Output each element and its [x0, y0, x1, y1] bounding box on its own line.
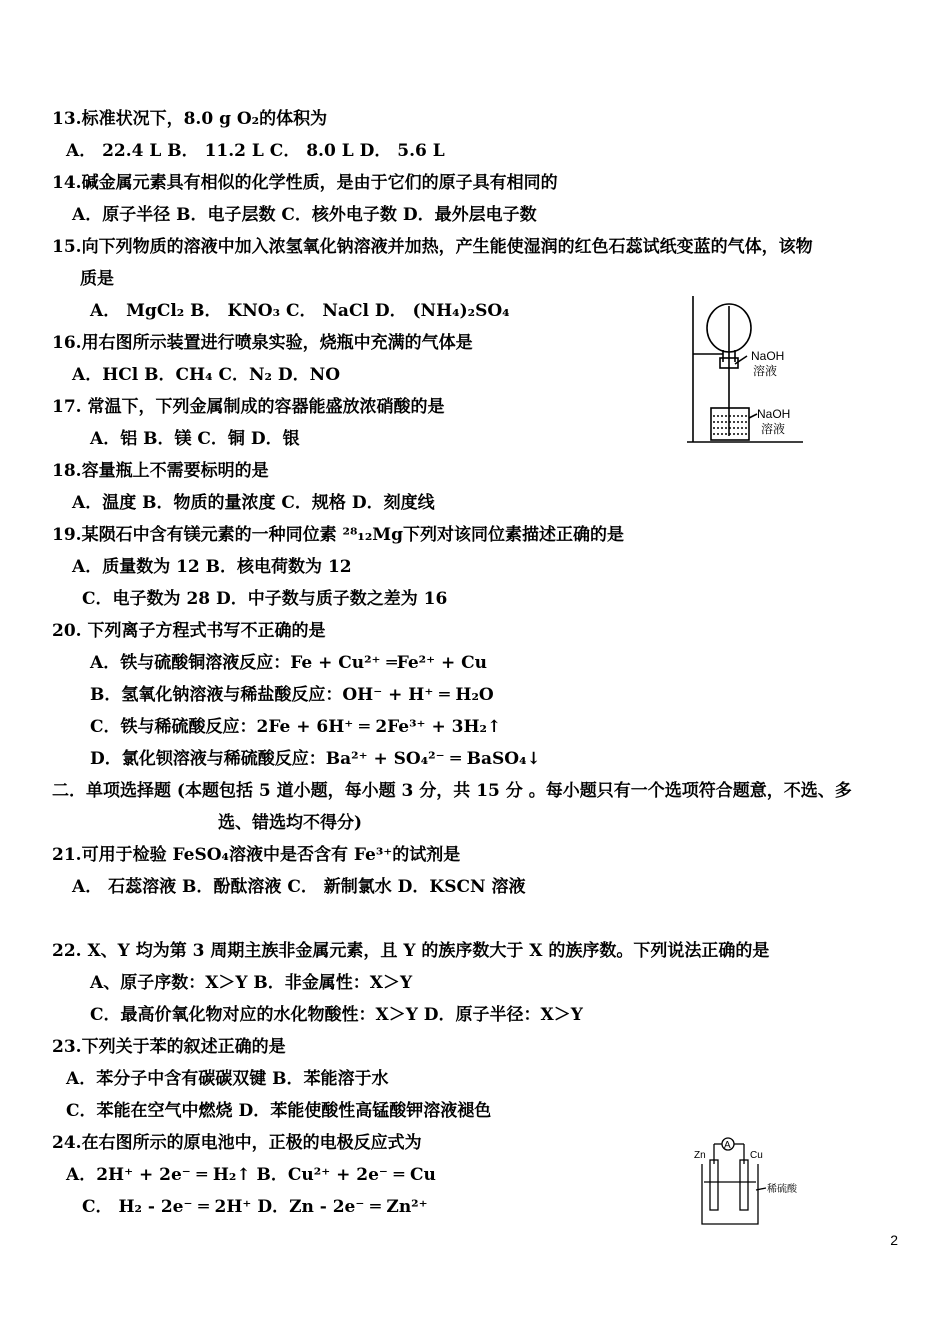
text-line: C． H₂ - 2e⁻ ═ 2H⁺ D．Zn - 2e⁻ ═ Zn²⁺ — [82, 1197, 428, 1217]
text-line: A．HCl B．CH₄ C．N₂ D．NO — [72, 365, 341, 385]
text-line: 13.标准状况下，8.0 g O₂的体积为 — [52, 109, 328, 129]
ammeter-label: A — [724, 1140, 731, 1151]
text-line: 22. X、Y 均为第 3 周期主族非金属元素，且 Y 的族序数大于 X 的族序数。下列说法正确的是 — [52, 941, 770, 961]
text-line: 19.某陨石中含有镁元素的一种同位素 ²⁸₁₂Mg下列对该同位素描述正确的是 — [52, 525, 624, 545]
text-line: C．铁与稀硫酸反应：2Fe + 6H⁺ ═ 2Fe³⁺ + 3H₂↑ — [90, 717, 502, 737]
text-line: B．氢氧化钠溶液与稀盐酸反应：OH⁻ + H⁺ ═ H₂O — [90, 685, 494, 705]
text-line: C．最高价氧化物对应的水化物酸性：X＞Y D．原子半径：X＞Y — [90, 1005, 583, 1025]
zn-label: Zn — [694, 1150, 706, 1161]
text-line: A．铝 B．镁 C．铜 D．银 — [90, 429, 300, 449]
text-line: A． 石蕊溶液 B．酚酞溶液 C． 新制氯水 D．KSCN 溶液 — [72, 877, 526, 897]
text-line: A．质量数为 12 B．核电荷数为 12 — [72, 557, 352, 577]
text-line: A． MgCl₂ B． KNO₃ C． NaCl D． (NH₄)₂SO₄ — [90, 301, 510, 321]
text-line: D．氯化钡溶液与稀硫酸反应：Ba²⁺ + SO₄²⁻ ═ BaSO₄↓ — [90, 749, 541, 769]
fountain-apparatus-figure — [685, 292, 815, 448]
text-line: 20. 下列离子方程式书写不正确的是 — [52, 621, 326, 641]
text-line: 21.可用于检验 FeSO₄溶液中是否含有 Fe³⁺的试剂是 — [52, 845, 461, 865]
cu-label: Cu — [750, 1150, 763, 1161]
naoh-bottom-label: NaOH — [757, 407, 791, 421]
page-number: 2 — [890, 1232, 898, 1248]
text-line: 14.碱金属元素具有相似的化学性质，是由于它们的原子具有相同的 — [52, 173, 558, 193]
text-line: A．2H⁺ + 2e⁻ ═ H₂↑ B．Cu²⁺ + 2e⁻ ═ Cu — [66, 1165, 436, 1185]
galvanic-cell-figure — [692, 1130, 802, 1230]
text-line: 18.容量瓶上不需要标明的是 — [52, 461, 269, 481]
text-line: 17. 常温下，下列金属制成的容器能盛放浓硝酸的是 — [52, 397, 445, 417]
solution-top-label: 溶液 — [753, 364, 778, 378]
text-line: 15.向下列物质的溶液中加入浓氢氧化钠溶液并加热，产生能使湿润的红色石蕊试纸变蓝的气体，该物 — [52, 237, 813, 257]
dilute-sulfuric-acid-label: 稀硫酸 — [767, 1184, 797, 1195]
text-line: A．温度 B．物质的量浓度 C．规格 D．刻度线 — [72, 493, 435, 513]
text-line: 23.下列关于苯的叙述正确的是 — [52, 1037, 286, 1057]
solution-bottom-label: 溶液 — [761, 422, 786, 436]
text-line: C．苯能在空气中燃烧 D．苯能使酸性高锰酸钾溶液褪色 — [66, 1101, 492, 1121]
text-line: C．电子数为 28 D．中子数与质子数之差为 16 — [82, 589, 448, 609]
naoh-top-label: NaOH — [751, 349, 785, 363]
text-line: A．苯分子中含有碳碳双键 B．苯能溶于水 — [66, 1069, 389, 1089]
text-line: 24.在右图所示的原电池中，正极的电极反应式为 — [52, 1133, 422, 1153]
text-line: 二．单项选择题 (本题包括 5 道小题，每小题 3 分，共 15 分 。每小题只有一个选项符合题意，不选、多 — [52, 781, 852, 801]
text-line: A．原子半径 B．电子层数 C．核外电子数 D．最外层电子数 — [72, 205, 537, 225]
text-line: A．铁与硫酸铜溶液反应：Fe + Cu²⁺ ═Fe²⁺ + Cu — [90, 653, 488, 673]
text-line: A． 22.4 L B． 11.2 L C． 8.0 L D． 5.6 L — [66, 141, 445, 161]
text-line: 16.用右图所示装置进行喷泉实验，烧瓶中充满的气体是 — [52, 333, 473, 353]
text-line: A、原子序数：X＞Y B．非金属性：X＞Y — [90, 973, 413, 993]
text-line: 选、错选均不得分) — [218, 813, 363, 833]
text-line: 质是 — [80, 269, 114, 289]
